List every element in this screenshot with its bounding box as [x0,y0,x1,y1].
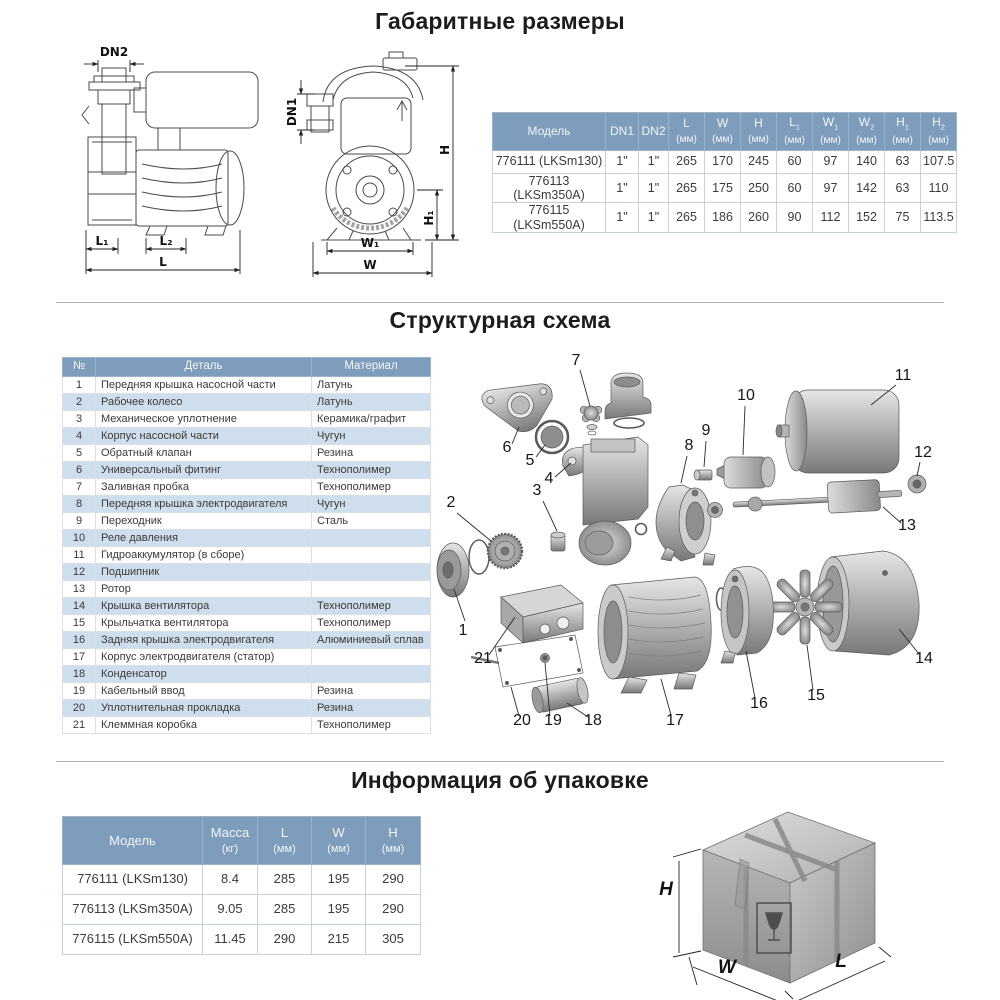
callout-leader-line [681,456,687,483]
table-cell: 776111 (LKSm130) [63,865,203,895]
box-dim-label-l: L [835,951,847,972]
table-row [63,683,431,700]
table-cell: Задняя крышка электродвигателя [96,632,312,649]
table-row [63,445,431,462]
table-row [63,411,431,428]
table-row [63,513,431,530]
table-cell: 63 [885,150,921,173]
table-cell: Чугун [312,428,431,445]
side-view-drawing [58,42,283,287]
part-cable-gland [541,654,550,663]
section-title-dimensions: Габаритные размеры [375,8,625,34]
table-cell: Клеммная коробка [96,717,312,734]
part-number-label: 8 [684,437,694,454]
column-header: $H_2$ (мм) [921,113,957,151]
table-cell: Корпус насосной части [96,428,312,445]
table-cell: 19 [63,683,96,700]
part-pressure-relay [717,457,775,488]
table-cell: 175 [705,173,741,203]
table-cell [312,564,431,581]
table-cell: 265 [669,203,705,233]
table-cell: 110 [921,173,957,203]
dimensions-table [492,112,957,233]
table-cell: 63 [885,173,921,203]
callout-leader-line [512,427,519,444]
table-cell: Заливная пробка [96,479,312,496]
table-cell: 4 [63,428,96,445]
table-cell: 113.5 [921,203,957,233]
table-row [63,428,431,445]
box-dim-label-h: H [659,879,673,900]
table-cell: 1" [639,203,669,233]
column-header: Деталь [96,358,312,377]
column-header: H (мм) [741,113,777,151]
column-header: L (мм) [669,113,705,151]
dim-label-dn2: DN2 [99,45,129,59]
table-cell: Рабочее колесо [96,394,312,411]
part-number-label: 17 [666,712,684,729]
table-cell: 97 [813,150,849,173]
part-number-label: 20 [513,712,531,729]
part-number-label: 7 [571,352,581,369]
table-cell: Технополимер [312,462,431,479]
table-cell: 21 [63,717,96,734]
table-cell: 305 [366,925,421,955]
part-number-label: 18 [584,712,602,729]
table-cell: Передняя крышка электродвигателя [96,496,312,513]
table-cell: Гидроаккумулятор (в сборе) [96,547,312,564]
header-row [63,817,421,865]
table-cell [312,581,431,598]
table-cell: 776115 (LKSm550A) [63,925,203,955]
pump-side-outline [82,68,258,235]
table-cell: 90 [777,203,813,233]
part-bearing [908,475,926,493]
table-cell: 290 [258,925,312,955]
column-header: W (мм) [705,113,741,151]
table-cell: 250 [741,173,777,203]
callout-leader-line [746,651,755,698]
part-number-label: 14 [915,650,933,667]
table-cell: Ротор [96,581,312,598]
table-row [63,865,421,895]
table-cell: 20 [63,700,96,717]
table-cell: 12 [63,564,96,581]
table-cell: 17 [63,649,96,666]
table-cell: Алюминиевый сплав [312,632,431,649]
table-cell: 245 [741,150,777,173]
table-cell: Сталь [312,513,431,530]
table-row [63,530,431,547]
table-cell: 142 [849,173,885,203]
table-row [63,895,421,925]
table-cell: 1" [606,173,639,203]
pump-front-outline [307,52,423,240]
table-cell: 290 [366,865,421,895]
part-rear-cover [717,567,774,663]
table-cell: 265 [669,150,705,173]
table-row [63,581,431,598]
table-row [493,203,957,233]
table-cell: 11 [63,547,96,564]
table-row [63,925,421,955]
table-row [63,666,431,683]
part-number-label: 15 [807,687,825,704]
dim-label-w1: W₁ [360,236,380,250]
column-header: Масса (кг) [203,817,258,865]
part-capacitor [530,677,590,714]
packaging-table [62,816,421,955]
table-cell: Переходник [96,513,312,530]
column-header: L (мм) [258,817,312,865]
table-cell: Крыльчатка вентилятора [96,615,312,632]
table-cell: Корпус электродвигателя (статор) [96,649,312,666]
table-cell: 10 [63,530,96,547]
table-cell: 290 [366,895,421,925]
table-cell: 107.5 [921,150,957,173]
dim-label-l: L [159,255,167,269]
exploded-diagram [433,345,963,745]
table-cell: Латунь [312,377,431,394]
dim-label-w: W [363,258,377,272]
header-row [493,113,957,151]
part-number-label: 2 [446,494,456,511]
table-cell: 215 [312,925,366,955]
column-header: $W_1$ (мм) [813,113,849,151]
column-header: Материал [312,358,431,377]
table-cell: Резина [312,683,431,700]
package-box-drawing [645,795,960,1000]
table-cell: Передняя крышка насосной части [96,377,312,394]
table-cell: Керамика/графит [312,411,431,428]
table-cell: 14 [63,598,96,615]
column-header: DN2 [639,113,669,151]
table-cell: 9.05 [203,895,258,925]
table-cell [312,666,431,683]
table-cell: 1" [606,203,639,233]
section-title-packaging: Информация об упаковке [351,767,649,793]
part-hydroaccumulator [776,390,899,473]
table-cell: 265 [669,173,705,203]
table-cell: 8.4 [203,865,258,895]
table-cell: 1" [639,150,669,173]
table-cell: 195 [312,895,366,925]
column-header: W (мм) [312,817,366,865]
dim-label-h1: H₁ [422,210,436,226]
table-cell: Механическое уплотнение [96,411,312,428]
table-cell: Крышка вентилятора [96,598,312,615]
table-cell: 152 [849,203,885,233]
header-row [63,358,431,377]
part-motor-front-cover [656,485,723,565]
part-number-label: 6 [502,439,512,456]
part-number-label: 9 [701,422,711,439]
column-header: Модель [63,817,203,865]
callout-leader-line [543,501,557,531]
table-cell: 3 [63,411,96,428]
table-row [63,377,431,394]
part-number-label: 16 [750,695,768,712]
part-number-label: 13 [898,517,916,534]
table-cell: Уплотнительная прокладка [96,700,312,717]
table-cell: 112 [813,203,849,233]
callout-leader-line [704,441,706,467]
table-row [63,615,431,632]
part-pump-body [562,437,648,565]
callout-leader-line [917,462,920,476]
table-cell: Латунь [312,394,431,411]
table-cell: 285 [258,865,312,895]
table-cell: Универсальный фитинг [96,462,312,479]
parts-table [62,357,431,734]
table-cell: Технополимер [312,598,431,615]
table-cell: 140 [849,150,885,173]
table-cell: 260 [741,203,777,233]
table-cell [312,547,431,564]
table-cell: 60 [777,173,813,203]
table-row [63,479,431,496]
front-view-drawing [285,42,460,287]
table-row [63,564,431,581]
part-number-label: 11 [894,367,912,384]
part-number-label: 5 [525,452,535,469]
part-number-label: 19 [544,712,562,729]
table-cell: 6 [63,462,96,479]
part-stator [598,577,711,693]
table-cell: 15 [63,615,96,632]
callout-leader-line [807,645,813,690]
table-cell: 75 [885,203,921,233]
table-cell: 16 [63,632,96,649]
table-row [63,700,431,717]
table-row [63,598,431,615]
part-universal-fitting [580,373,651,435]
table-row [63,462,431,479]
table-cell: Кабельный ввод [96,683,312,700]
part-gasket [495,635,583,687]
column-header: H (мм) [366,817,421,865]
table-row [63,632,431,649]
table-cell: Подшипник [96,564,312,581]
table-cell: 195 [312,865,366,895]
part-fan-impeller [768,570,842,644]
dim-label-h: H [438,144,452,156]
part-adapter [694,470,712,480]
column-header: № [63,358,96,377]
table-cell: Резина [312,445,431,462]
section-divider [56,302,944,303]
column-header: $L_1$ (мм) [777,113,813,151]
exploded-parts [437,372,926,714]
table-cell: 18 [63,666,96,683]
table-cell: 1" [606,150,639,173]
table-cell: 8 [63,496,96,513]
table-cell: 2 [63,394,96,411]
table-row [493,150,957,173]
callout-leader-line [457,513,491,541]
part-number-label: 12 [914,444,932,461]
table-cell: 5 [63,445,96,462]
table-cell: 1 [63,377,96,394]
table-row [63,547,431,564]
part-impeller [469,534,522,574]
section-divider [56,761,944,762]
table-cell: 776111 (LKSm130) [493,150,606,173]
table-row [63,717,431,734]
callout-leader-line [661,679,671,715]
table-cell [312,530,431,547]
column-header: DN1 [606,113,639,151]
box-dim-label-w: W [718,957,736,978]
table-cell: 285 [258,895,312,925]
table-cell: 776113 (LKSm350A) [493,173,606,203]
column-header: $W_2$ (мм) [849,113,885,151]
callout-leader-line [580,370,590,406]
table-row [63,496,431,513]
table-cell: 776113 (LKSm350A) [63,895,203,925]
column-header: $H_1$ (мм) [885,113,921,151]
table-row [63,394,431,411]
table-cell: 11.45 [203,925,258,955]
table-cell: Резина [312,700,431,717]
callout-leader-line [743,406,745,455]
part-number-label: 1 [458,622,468,639]
table-cell: Реле давления [96,530,312,547]
table-row [493,173,957,203]
table-cell: 97 [813,173,849,203]
column-header: Модель [493,113,606,151]
part-number-label: 3 [532,482,542,499]
part-number-label: 4 [544,470,554,487]
dim-label-l1: L₁ [95,234,109,248]
part-filler-plug [580,406,602,435]
table-cell: 186 [705,203,741,233]
section-title-structure: Структурная схема [389,307,611,333]
dim-label-dn1: DN1 [285,97,299,127]
table-cell: Технополимер [312,479,431,496]
table-cell: 9 [63,513,96,530]
table-cell: Конденсатор [96,666,312,683]
table-cell: Технополимер [312,615,431,632]
table-cell: 13 [63,581,96,598]
table-cell: Чугун [312,496,431,513]
part-number-label: 21 [474,650,492,667]
part-number-label: 10 [737,387,755,404]
table-cell: Обратный клапан [96,445,312,462]
part-check-valve [536,421,568,453]
table-cell [312,649,431,666]
table-row [63,649,431,666]
table-cell: 776115 (LKSm550A) [493,203,606,233]
table-cell: 7 [63,479,96,496]
part-front-cover [437,543,469,597]
dim-label-l2: L₂ [159,234,173,248]
table-cell: 170 [705,150,741,173]
table-cell: 1" [639,173,669,203]
table-cell: Технополимер [312,717,431,734]
table-cell: 60 [777,150,813,173]
